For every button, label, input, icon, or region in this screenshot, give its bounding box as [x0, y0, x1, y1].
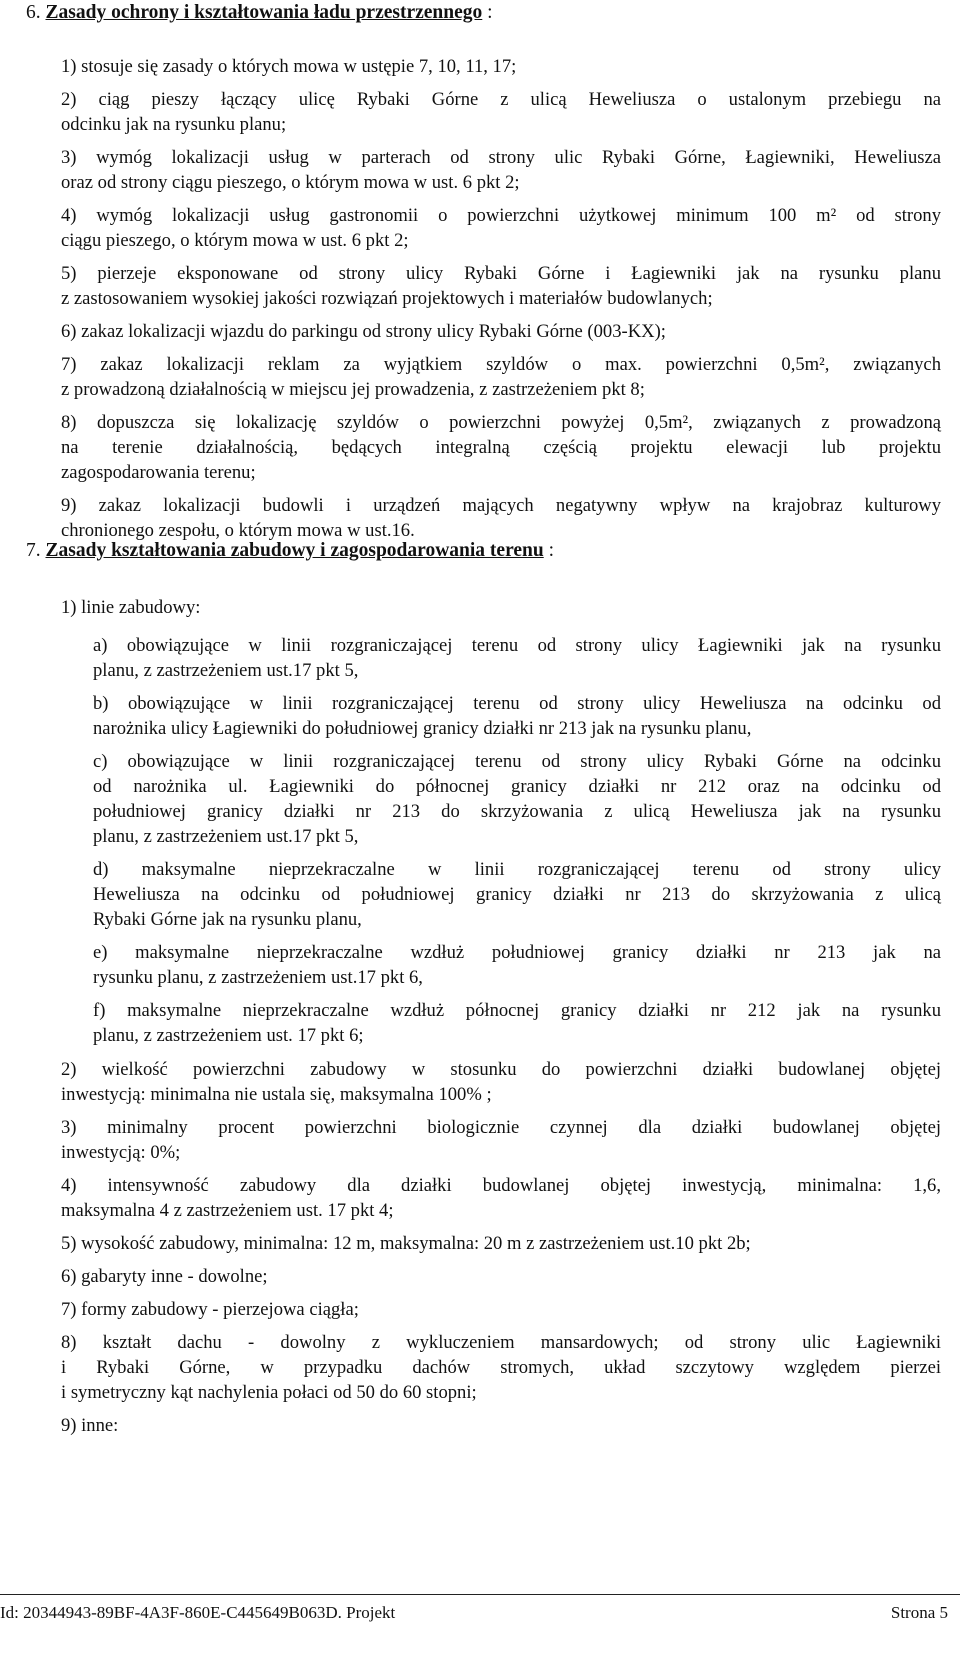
text-line: południowej granicy działki nr 213 do skrzyżowania z ulicą Heweliusza jak na rysunku — [93, 801, 941, 822]
section-6-heading — [26, 0, 493, 26]
text-line: oraz od strony ciągu pieszego, o którym mowa w ust. 6 pkt 2; — [61, 172, 520, 193]
footer-page-number: Strona 5 — [890, 1603, 948, 1622]
section-6-number: 6. — [26, 2, 41, 23]
section-6-title: Zasady ochrony i kształtowania ładu przestrzennego — [45, 2, 483, 23]
footer-document-id: Id: 20344943-89BF-4A3F-860E-C445649B063D. Projekt — [0, 1603, 396, 1622]
text-line: narożnika ulicy Łagiewniki do południowej granicy działki nr 213 jak na rysunku planu, — [93, 718, 752, 739]
text-line: rysunku planu, z zastrzeżeniem ust.17 pkt 6, — [93, 967, 423, 988]
section-7-tail: : — [543, 540, 555, 561]
text-line: na terenie działalnością, będących integralną częścią projektu elewacji lub projektu — [61, 437, 941, 458]
text-line: 5) pierzeje eksponowane od strony ulicy Rybaki Górne i Łagiewniki jak na rysunku planu — [61, 263, 941, 284]
page-footer — [0, 1594, 960, 1622]
text-line: odcinku jak na rysunku planu; — [61, 114, 287, 135]
text-line: i symetryczny kąt nachylenia połaci od 50 do 60 stopni; — [61, 1382, 477, 1403]
text-line: Rybaki Górne jak na rysunku planu, — [93, 909, 362, 930]
text-line: 1) linie zabudowy: — [61, 597, 201, 618]
text-line: maksymalna 4 z zastrzeżeniem ust. 17 pkt 4; — [61, 1200, 394, 1221]
text-line: 4) wymóg lokalizacji usług gastronomii o powierzchni użytkowej minimum 100 m² od strony — [61, 205, 941, 226]
text-line: 7) formy zabudowy - pierzejowa ciągła; — [61, 1299, 359, 1320]
section-7-heading — [26, 538, 554, 564]
text-line: 8) kształt dachu - dowolny z wykluczeniem mansardowych; od strony ulic Łagiewniki — [61, 1332, 941, 1353]
text-line: 3) wymóg lokalizacji usług w parterach od strony ulic Rybaki Górne, Łagiewniki, Heweliusza — [61, 147, 941, 168]
text-line: c) obowiązujące w linii rozgraniczającej terenu od strony ulicy Rybaki Górne na odcinku — [93, 751, 941, 772]
text-line: a) obowiązujące w linii rozgraniczającej terenu od strony ulicy Łagiewniki jak na rysunku — [93, 635, 941, 656]
text-line: od narożnika ul. Łagiewniki do północnej granicy działki nr 212 oraz na odcinku od — [93, 776, 941, 797]
text-line: f) maksymalne nieprzekraczalne wzdłuż północnej granicy działki nr 212 jak na rysunku — [93, 1000, 941, 1021]
text-line: 6) zakaz lokalizacji wjazdu do parkingu od strony ulicy Rybaki Górne (003-KX); — [61, 321, 666, 342]
text-line: ciągu pieszego, o którym mowa w ust. 6 pkt 2; — [61, 230, 409, 251]
section-6-tail: : — [482, 2, 493, 23]
text-line: 9) inne: — [61, 1415, 119, 1436]
text-line: e) maksymalne nieprzekraczalne wzdłuż południowej granicy działki nr 213 jak na — [93, 942, 941, 963]
text-line: 2) ciąg pieszy łączący ulicę Rybaki Górne z ulicą Heweliusza o ustalonym przebiegu na — [61, 89, 941, 110]
text-line: 2) wielkość powierzchni zabudowy w stosunku do powierzchni działki budowlanej objętej — [61, 1059, 941, 1080]
text-line: 9) zakaz lokalizacji budowli i urządzeń mających negatywny wpływ na krajobraz kulturowy — [61, 495, 941, 516]
text-line: 1) stosuje się zasady o których mowa w ustępie 7, 10, 11, 17; — [61, 56, 517, 77]
text-line: 5) wysokość zabudowy, minimalna: 12 m, maksymalna: 20 m z zastrzeżeniem ust.10 pkt 2b; — [61, 1233, 751, 1254]
text-line: 8) dopuszcza się lokalizację szyldów o powierzchni powyżej 0,5m², związanych z prowadzoną — [61, 412, 941, 433]
text-line: chronionego zespołu, o którym mowa w ust.16. — [61, 520, 415, 541]
text-line: 3) minimalny procent powierzchni biologicznie czynnej dla działki budowlanej objętej — [61, 1117, 941, 1138]
text-line: z zastosowaniem wysokiej jakości rozwiązań projektowych i materiałów budowlanych; — [61, 288, 713, 309]
text-line: z prowadzoną działalnością w miejscu jej prowadzenia, z zastrzeżeniem pkt 8; — [61, 379, 645, 400]
text-line: 4) intensywność zabudowy dla działki budowlanej objętej inwestycją, minimalna: 1,6, — [61, 1175, 941, 1196]
text-line: Heweliusza na odcinku od południowej granicy działki nr 213 do skrzyżowania z ulicą — [93, 884, 941, 905]
text-line: planu, z zastrzeżeniem ust. 17 pkt 6; — [93, 1025, 364, 1046]
text-line: 6) gabaryty inne - dowolne; — [61, 1266, 268, 1287]
text-line: b) obowiązujące w linii rozgraniczającej terenu od strony ulicy Heweliusza na odcinku od — [93, 693, 941, 714]
text-line: inwestycją: minimalna nie ustala się, maksymalna 100% ; — [61, 1084, 492, 1105]
text-line: planu, z zastrzeżeniem ust.17 pkt 5, — [93, 826, 359, 847]
section-7-title: Zasady kształtowania zabudowy i zagospodarowania terenu — [45, 540, 544, 561]
text-line: 7) zakaz lokalizacji reklam za wyjątkiem szyldów o max. powierzchni 0,5m², związanych — [61, 354, 941, 375]
text-line: inwestycją: 0%; — [61, 1142, 181, 1163]
text-line: planu, z zastrzeżeniem ust.17 pkt 5, — [93, 660, 359, 681]
text-line: d) maksymalne nieprzekraczalne w linii rozgraniczającej terenu od strony ulicy — [93, 859, 941, 880]
text-line: i Rybaki Górne, w przypadku dachów stromych, układ szczytowy względem pierzei — [61, 1357, 941, 1378]
section-7-number: 7. — [26, 540, 41, 561]
text-line: zagospodarowania terenu; — [61, 462, 256, 483]
